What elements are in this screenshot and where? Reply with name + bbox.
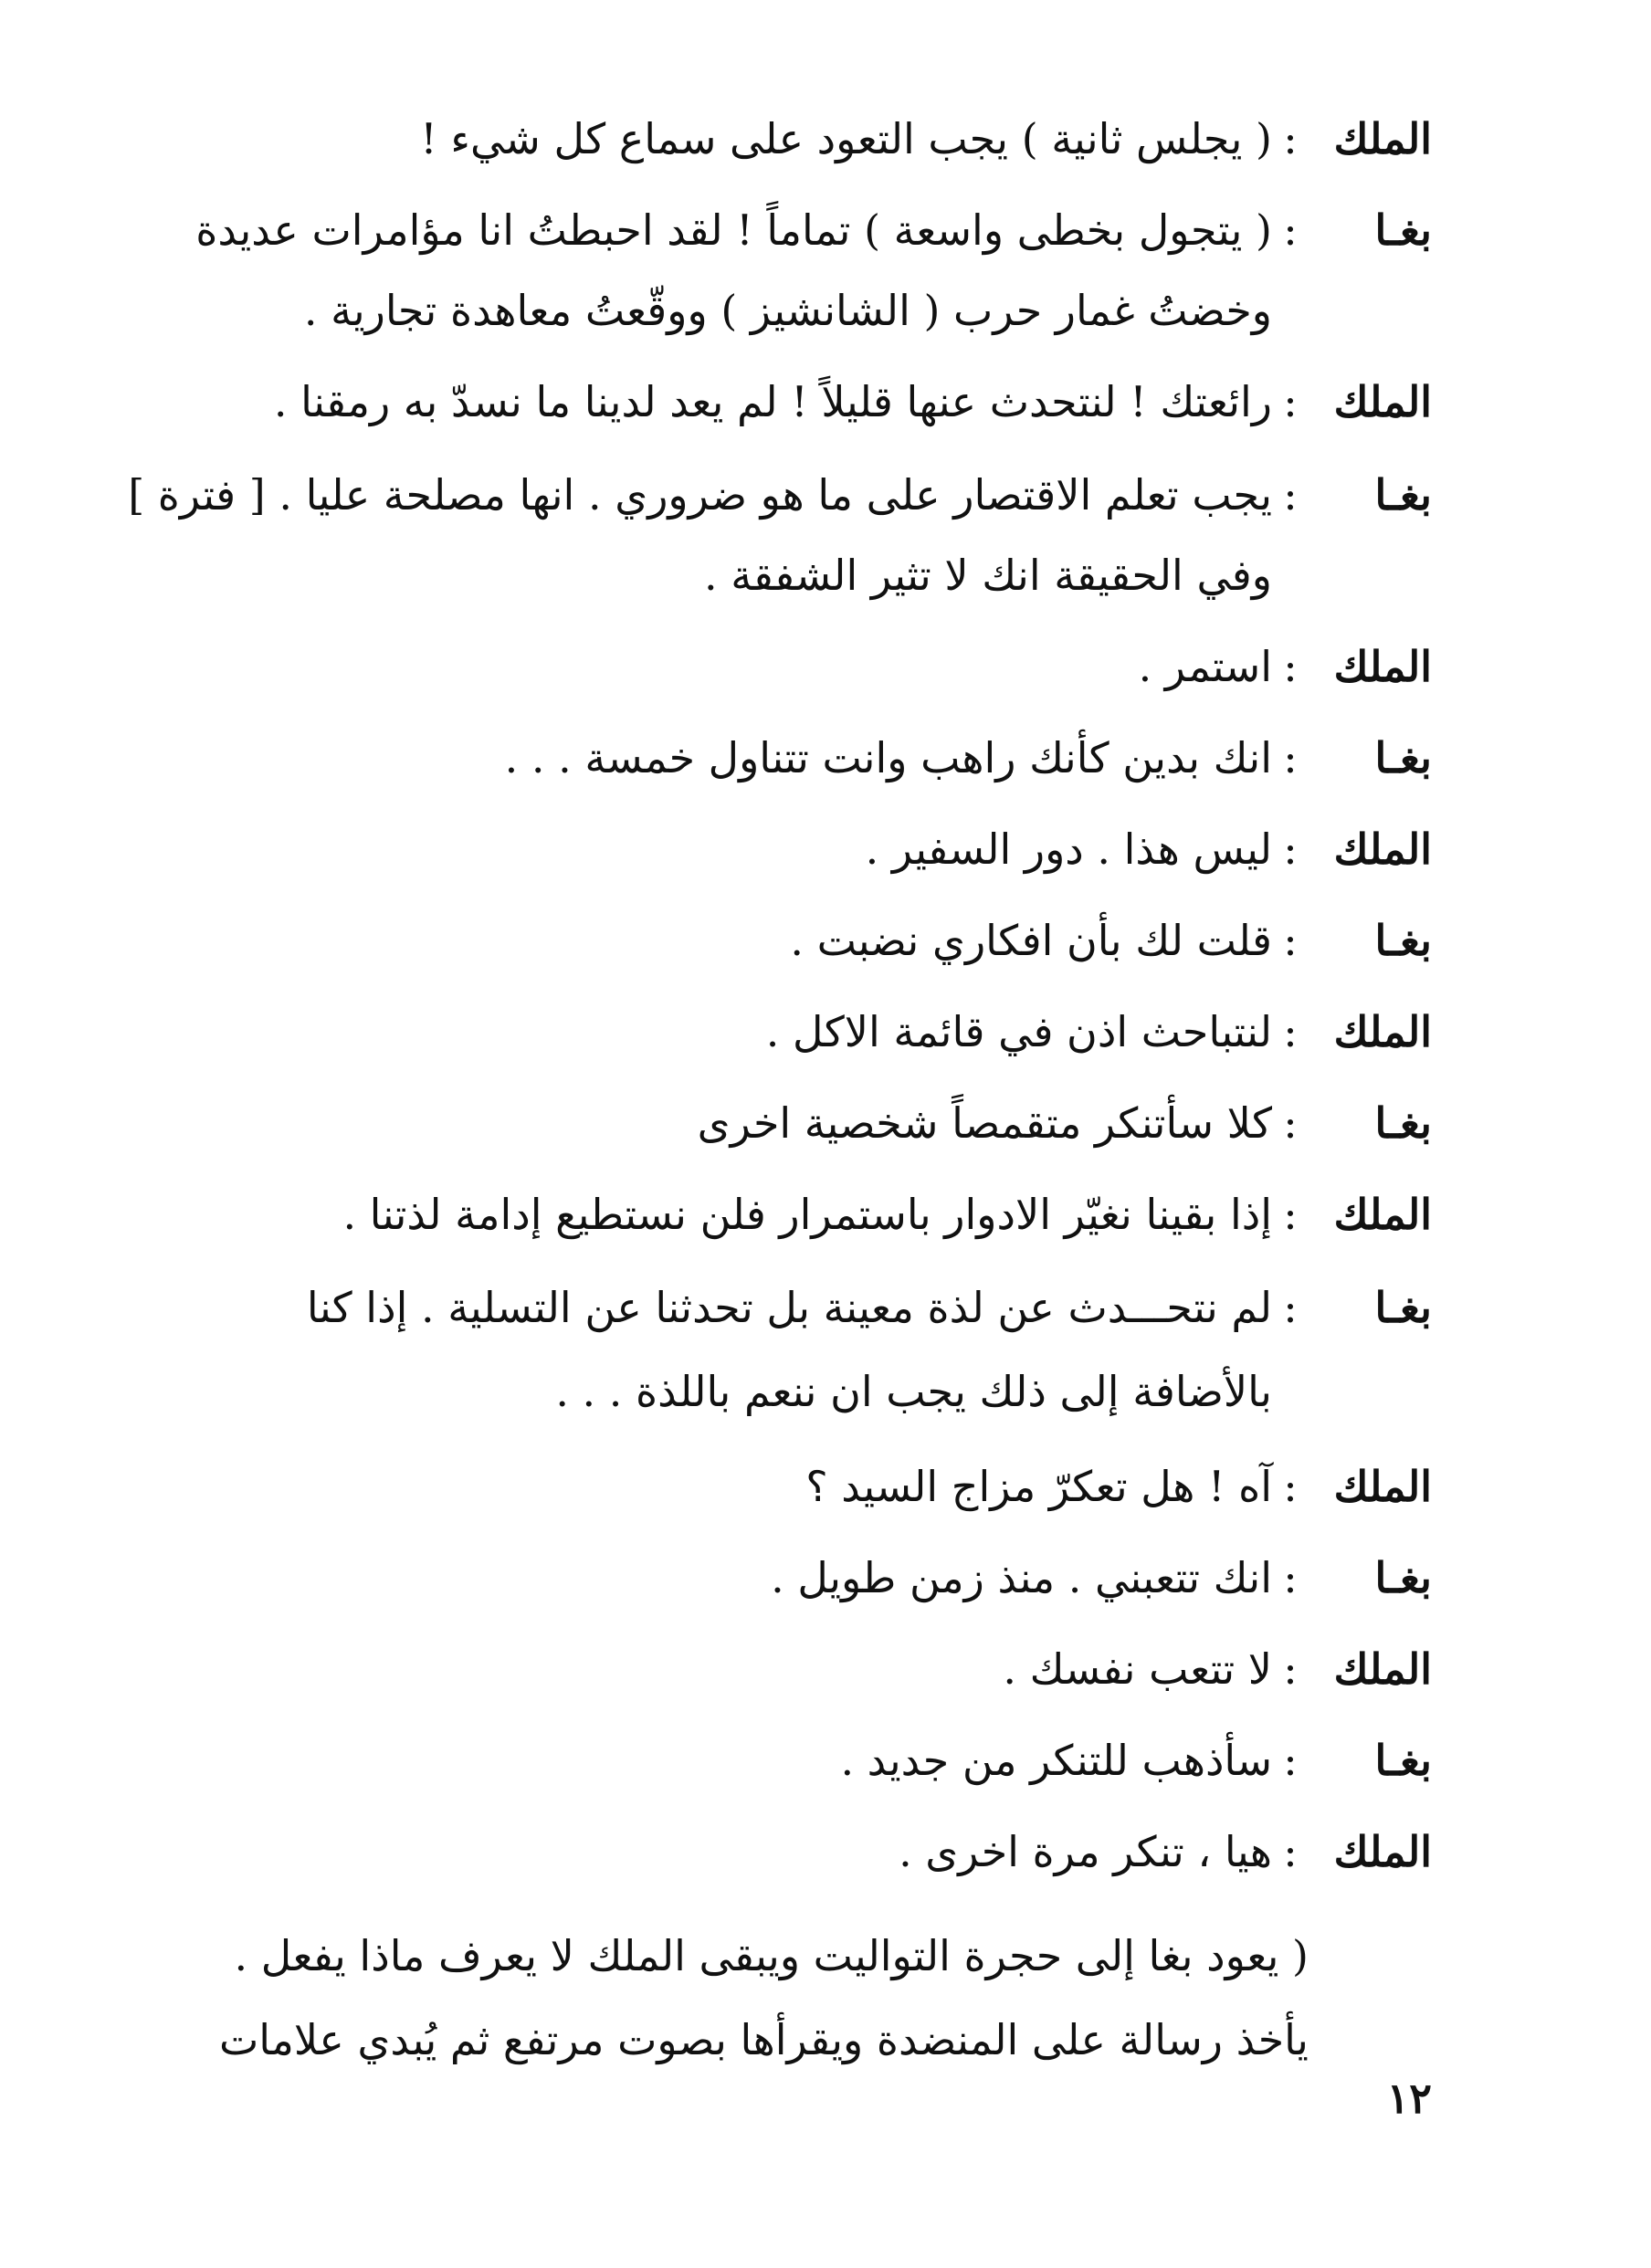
dialogue-text: إذا بقينا نغيّر الادوار باستمرار فلن نستطيع إدامة لذتنا . [342, 1190, 1272, 1239]
colon: : [1283, 1007, 1298, 1056]
speaker-name: الملك [1333, 114, 1432, 163]
dialogue-continuation: بالأضافة إلى ذلك يجب ان ننعم باللذة . . . [555, 1367, 1272, 1416]
dialogue-text: ( يجلس ثانية ) يجب التعود على سماع كل شيء ! [420, 114, 1272, 163]
dialogue-text: لم نتحـــدث عن لذة معينة بل تحدثنا عن التسلية . إذا كنا [306, 1283, 1272, 1332]
colon: : [1283, 114, 1298, 163]
dialogue-text: انك تتعبني . منذ زمن طويل . [771, 1553, 1272, 1602]
colon: : [1283, 642, 1298, 691]
dialogue-continuation: وفي الحقيقة انك لا تثير الشفقة . [703, 551, 1272, 600]
dialogue-line [195, 203, 1432, 257]
dialogue-text: قلت لك بأن افكاري نضبت . [790, 916, 1272, 965]
dialogue-text: ( يتجول بخطى واسعة ) تماماً ! لقد احبطتُ انا مؤامرات عديدة [195, 205, 1272, 255]
speaker-name: بغـا [1374, 205, 1432, 255]
colon: : [1283, 1827, 1298, 1876]
dialogue-text: رائعتك ! لنتحدث عنها قليلاً ! لم يعد لدينا ما نسدّ به رمقنا . [273, 377, 1272, 426]
dialogue-line [201, 1642, 1432, 1696]
colon: : [1283, 1190, 1298, 1239]
colon: : [1283, 470, 1298, 520]
speaker-name: الملك [1333, 377, 1432, 426]
dialogue-text: ليس هذا . دور السفير . [865, 824, 1272, 874]
dialogue-line [201, 730, 1432, 785]
dialogue-text: انك بدين كأنك راهب وانت تتناول خمسة . . . [504, 733, 1272, 782]
dialogue-text: لنتباحث اذن في قائمة الاكل . [765, 1007, 1272, 1056]
colon: : [1283, 1553, 1298, 1602]
speaker-name: الملك [1333, 824, 1432, 874]
dialogue-line [201, 1824, 1432, 1879]
dialogue-line [201, 1459, 1432, 1514]
dialogue-text: كلا سأتنكر متقمصاً شخصية اخرى [697, 1098, 1272, 1148]
colon: : [1283, 205, 1298, 255]
dialogue-line [201, 1096, 1432, 1150]
speaker-name: بغـا [1374, 1553, 1432, 1602]
colon: : [1283, 824, 1298, 874]
speaker-name: بغـا [1374, 470, 1432, 520]
dialogue-line [201, 1280, 1432, 1335]
speaker-name: الملك [1333, 1190, 1432, 1239]
colon: : [1283, 1462, 1298, 1511]
dialogue-text: يجب تعلم الاقتصار على ما هو ضروري . انها مصلحة عليا . [ فترة ] [128, 470, 1272, 520]
page-number: ١٢ [1386, 2074, 1432, 2123]
speaker-name: بغـا [1374, 1098, 1432, 1148]
speaker-name: بغـا [1374, 916, 1432, 965]
speaker-name: بغـا [1374, 1283, 1432, 1332]
dialogue-line [201, 1550, 1432, 1605]
dialogue-text: هيا ، تنكر مرة اخرى . [899, 1827, 1272, 1876]
colon: : [1283, 1098, 1298, 1148]
speaker-name: الملك [1333, 1462, 1432, 1511]
speaker-name: الملك [1333, 1644, 1432, 1694]
dialogue-line [201, 1004, 1432, 1059]
dialogue-text: استمر . [1138, 642, 1272, 691]
stage-direction-line: يأخذ رسالة على المنضدة ويقرأها بصوت مرتفع ثم يُبدي علامات [218, 2015, 1309, 2064]
colon: : [1283, 733, 1298, 782]
dialogue-text: سأذهب للتنكر من جديد . [840, 1736, 1272, 1785]
colon: : [1283, 1644, 1298, 1694]
dialogue-line [201, 1733, 1432, 1788]
speaker-name: الملك [1333, 642, 1432, 691]
dialogue-line [201, 913, 1432, 968]
dialogue-line [128, 467, 1432, 522]
colon: : [1283, 377, 1298, 426]
stage-direction-line: ( يعود بغا إلى حجرة التواليت ويبقى الملك لا يعرف ماذا يفعل . [234, 1931, 1309, 1980]
speaker-name: بغـا [1374, 1736, 1432, 1785]
dialogue-line [201, 1187, 1432, 1242]
colon: : [1283, 916, 1298, 965]
colon: : [1283, 1736, 1298, 1785]
dialogue-line [201, 639, 1432, 694]
speaker-name: بغـا [1374, 733, 1432, 782]
dialogue-line [201, 111, 1432, 166]
dialogue-line [201, 374, 1432, 429]
speaker-name: الملك [1333, 1827, 1432, 1876]
dialogue-continuation: وخضتُ غمار حرب ( الشانشيز ) ووقّعتُ معاهدة تجارية . [303, 286, 1272, 335]
dialogue-text: آه ! هل تعكرّ مزاج السيد ؟ [805, 1462, 1272, 1511]
dialogue-line [201, 822, 1432, 877]
colon: : [1283, 1283, 1298, 1332]
dialogue-text: لا تتعب نفسك . [1003, 1644, 1272, 1694]
speaker-name: الملك [1333, 1007, 1432, 1056]
